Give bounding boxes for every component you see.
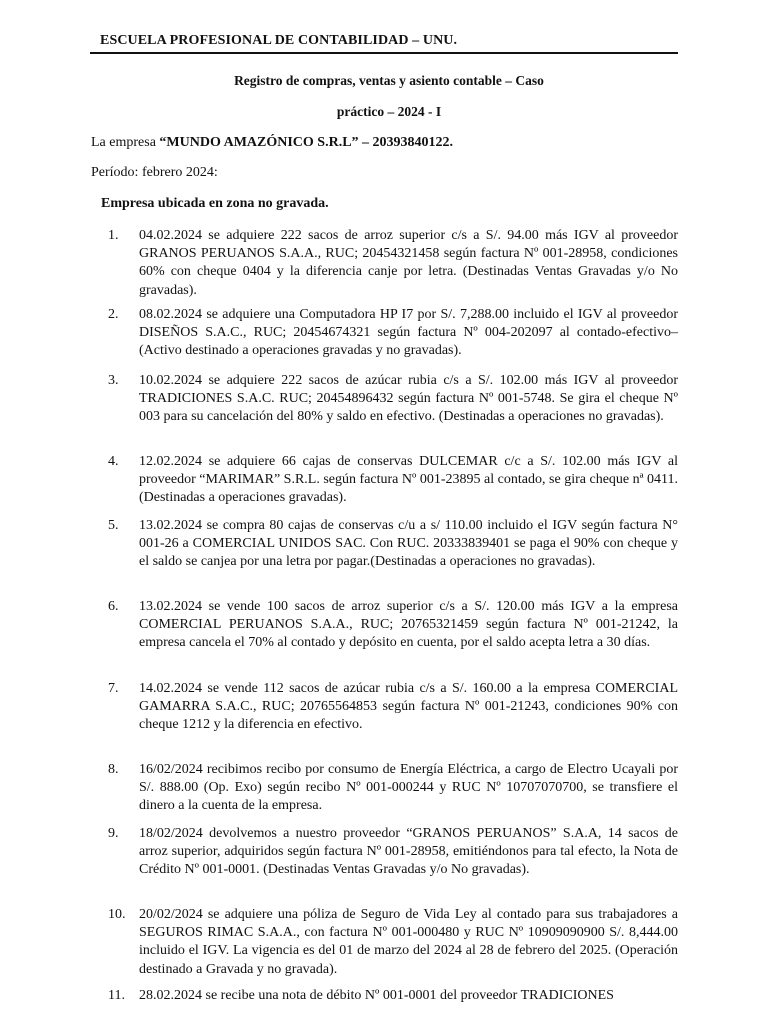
company-name: “MUNDO AMAZÓNICO S.R.L” – 20393840122.: [159, 135, 454, 150]
period-line: Período: febrero 2024:: [91, 165, 218, 180]
item-number: 2.: [108, 307, 119, 322]
list-item: [108, 680, 678, 735]
company-prefix: La empresa: [91, 135, 160, 150]
list-item: [108, 453, 678, 508]
item-number: 3.: [108, 373, 119, 388]
company-line: [91, 135, 453, 151]
document-title-line-2: práctico – 2024 - I: [336, 104, 442, 119]
item-number: 9.: [108, 826, 119, 841]
item-number: 7.: [108, 681, 119, 696]
item-number: 1.: [108, 228, 119, 243]
item-number: 5.: [108, 518, 119, 533]
item-text: 14.02.2024 se vende 112 sacos de azúcar rubia c/s a S/. 160.00 a la empresa COMERCIAL GAMARRA S.A.C., RUC; 20765564853 según factura Nº 001-21243, condiciones 90% con cheque 1212 y la diferencia en efectivo.: [139, 681, 678, 733]
list-item: [108, 987, 678, 1005]
item-text: 12.02.2024 se adquiere 66 cajas de conservas DULCEMAR c/c a S/. 102.00 más IGV al proveedor “MARIMAR” S.R.L. según factura Nº 001-23895 al contado, se gira cheque nª 0411. (Destinadas a operaciones gravadas).: [139, 454, 678, 506]
list-item: [108, 227, 678, 300]
zone-heading: Empresa ubicada en zona no gravada.: [101, 196, 329, 211]
list-item: [108, 825, 678, 880]
item-number: 4.: [108, 454, 119, 469]
item-text: 20/02/2024 se adquiere una póliza de Seguro de Vida Ley al contado para sus trabajadores a SEGUROS RIMAC S.A.A., con factura Nº 001-000480 y RUC Nº 10909090900 S/. 8,444.00 incluido el IGV. La vigencia es del 01 de marzo del 2024 al 28 de febrero del 2025. (Operación destinado a Gravada y no gravada).: [139, 907, 678, 977]
list-item: [108, 372, 678, 427]
list-item: [108, 598, 678, 653]
item-text: 28.02.2024 se recibe una nota de débito Nº 001-0001 del proveedor TRADICIONES: [139, 988, 614, 1003]
item-number: 10.: [108, 907, 126, 922]
item-text: 16/02/2024 recibimos recibo por consumo de Energía Eléctrica, a cargo de Electro Ucayali por S/. 888.00 (Op. Exo) según recibo Nº 001-000244 y RUC Nº 10707070700, se transfiere el dinero a la cuenta de la empresa.: [139, 762, 678, 814]
item-text: 08.02.2024 se adquiere una Computadora HP I7 por S/. 7,288.00 incluido el IGV al proveedor DISEÑOS S.A.C., RUC; 20454674321 según factura Nº 004-202097 al contado-efectivo– (Activo destinado a operaciones gravadas y no gravadas).: [139, 307, 678, 359]
item-text: 13.02.2024 se compra 80 cajas de conservas c/u a s/ 110.00 incluido el IGV según factura N° 001-26 a COMERCIAL UNIDOS SAC. Con RUC. 20333839401 se paga el 90% con cheque y el saldo se canjea por una letra por pagar.(Destinadas a operaciones no gravadas).: [139, 518, 678, 570]
item-number: 8.: [108, 762, 119, 777]
list-item: [108, 761, 678, 816]
item-text: 04.02.2024 se adquiere 222 sacos de arroz superior c/s a S/. 94.00 más IGV al proveedor GRANOS PERUANOS S.A.A., RUC; 20454321458 según factura Nº 001-28958, condiciones 60% con cheque 0404 y la diferencia canje por letra. (Destinadas Ventas Gravadas y/o No gravadas).: [139, 228, 678, 298]
item-text: 18/02/2024 devolvemos a nuestro proveedor “GRANOS PERUANOS” S.A.A, 14 sacos de arroz superior, adquiridos según factura Nº 001-28958, emitiéndonos para tal efecto, la Nota de Crédito Nº 001-0001. (Destinadas Ventas Gravadas y/o No gravadas).: [139, 826, 678, 878]
list-item: [108, 517, 678, 572]
item-text: 10.02.2024 se adquiere 222 sacos de azúcar rubia c/s a S/. 102.00 más IGV al proveedor TRADICIONES S.A.C. RUC; 20454896432 según factura Nº 001-5748. Se gira el cheque Nº 003 para su cancelación del 80% y saldo en efectivo. (Destinadas a operaciones no gravadas).: [139, 373, 678, 425]
item-number: 6.: [108, 599, 119, 614]
list-item: [108, 306, 678, 361]
document-title-line-1: Registro de compras, ventas y asiento contable – Caso: [234, 73, 544, 88]
document-header: ESCUELA PROFESIONAL DE CONTABILIDAD – UNU.: [90, 33, 678, 54]
item-text: 13.02.2024 se vende 100 sacos de arroz superior c/s a S/. 120.00 más IGV a la empresa COMERCIAL PERUANOS S.A.A., RUC; 20765321459 según factura Nº 001-21242, la empresa cancela el 70% al contado y depósito en cuenta, por el saldo acepta letra a 30 días.: [139, 599, 678, 651]
list-item: [108, 906, 678, 979]
item-number: 11.: [108, 988, 125, 1003]
